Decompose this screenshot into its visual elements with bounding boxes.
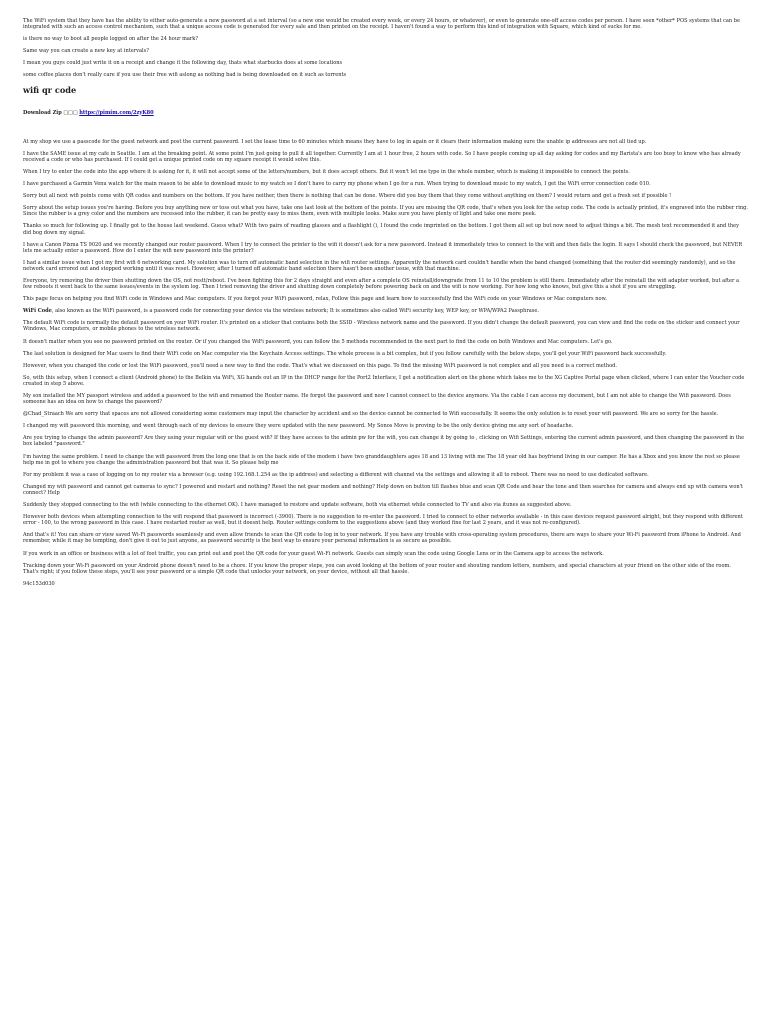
paragraph: Sorry about the setup issues you're having. Before you buy anything new or toss out what you have, take one last look at the bottom of the points. If you are missing the QR code, that's when you look for the setup code. The code is actually printed, it's engraved into the rubber ring. Since the rubber is a grey color and the numbers are recessed into the rubber, it can be pretty easy to miss them, even with multiple looks. Make sure you have plenty of light and take one more peek. xyxy=(23,205,748,218)
paragraph: The default WiFi code is normally the default password on your WiFi router. It's printed on a sticker that contains both the SSID - Wireless network name and the password. If you didn't change the default password, you can view and find the code on the sticker and connect your Windows, Mac computers, or mobile phones to the wireless network. xyxy=(23,320,740,333)
paragraph: And that's it! You can share or view saved Wi-Fi passwords seamlessly and even allow friends to scan the QR code to log in to your network. If you have any trouble with cross-operating system procedures, there are ways to share your Wi-Fi password from iPhone to Android. And remember, while it may be tempting, don't give it out to just anyone, as password security is the best way to ensure your personal information is as secure as possible. xyxy=(23,532,741,545)
paragraph: I mean you guys could just write it on a receipt and change it the following day, thats what starbucks does at some locations xyxy=(23,60,343,67)
paragraph: some coffee places don't really care if you use their free wifi aslong as nothing bad is being downloaded on it such as torrents xyxy=(23,72,347,79)
paragraph: At my shop we use a passcode for the guest network and post the current password. I set the lease time to 60 minutes which means they have to log in again or it clears their information making sure the unable ip addresses are not all tied up. xyxy=(23,138,647,145)
paragraph: This page focus on helping you find WiFi code in Windows and Mac computers. If you forgot your WiFi password, relax, Follow this page and learn how to successfully find the WiFi code on your Windows or Mac computers now. xyxy=(23,296,607,303)
paragraph: @Chad_Straach We are sorry that spaces are not allowed considering some customers may input the character by accident and so the device cannot be connected to Wifi successfully. It seems the only solution is to reset your wifi password. We are so sorry for the hassle. xyxy=(23,411,719,418)
page-title: wifi qr code xyxy=(23,84,77,95)
download-line xyxy=(23,110,748,116)
paragraph: I'm having the same problem. I need to change the wifi password from the long one that is on the back side of the modem i have two granddaughters ages 18 and 13 living with me The 18 year old has boyfriend living in our camper. He has a Xbox and you know the rest so please help me in got to where you change the administration password but that was it. So please help me xyxy=(23,453,740,466)
paragraph: Thanks so much for following up. I finally got to the house last weekend. Guess what? With two pairs of reading glasses and a flashlight (), I found the code imprinted on the bottom. I got them all set up but now need to adjust things a bit. The mesh text recommended it and they did bog down my signal. xyxy=(23,223,739,236)
paragraph: It doesn't matter when you see no password printed on the router. Or if you changed the WiFi password, you can follow the 5 methods recommended in the next part to find the code on both Windows and Mac computers. Let's go. xyxy=(23,338,613,345)
paragraph: Sorry but all next wifi points come with QR codes and numbers on the bottom. If you have neither, then there is nothing that can be done. Where did you buy them that they come without anything on them? I would return and get a fresh set if possible ! xyxy=(23,193,672,200)
paragraph: Changed my wifi password and cannot get cameras to sync? I powered and restart and nothing? Reset the net gear modem and nothing? Help down on button till flashes blue and scan QR Code and hear the tone and then searches for camera and always end up with camera won't connect? Help xyxy=(23,483,744,496)
paragraph: When I try to enter the code into the app where it is asking for it, it will not accept some of the letters/numbers, but it does accept others. But it won't let me type in the whole number, which is making it impossible to connect the points. xyxy=(23,168,630,175)
paragraph-text: , also known as the WiFi password, is a password code for connecting your device via the wireless network; It is sometimes also called WiFi security key, WEP key, or WPA/WPA2 Passphrase. xyxy=(51,308,539,315)
paragraph: I have the SAME issue at my cafe in Seattle. I am at the breaking point. At some point I'm just going to pull it all together. Currently I am at 1 hour free, 2 hours with code. So I have people coming up all day asking for codes and my Barista's are too busy to know who has already received a code or who has purchased. If I could get a unique printed code on my square receipt it would solve this. xyxy=(23,150,741,163)
paragraph: I have purchased a Garmin Venu watch for the main reason to be able to download music to my watch so I don't have to carry my phone when I go for a run. When trying to download music to my watch, I get the WiFi error connection code 010. xyxy=(23,181,651,188)
paragraph: The WiFi system that they have has the ability to either auto-generate a new password at a set interval (so a new one would be created every week, or every 24 hours, or whatever), or even to generate one-off access codes per person. I have seen *other* POS systems that can be integrated with such an access control mechanism, such that a unique access code is generated for every sale and then printed on the receipt. I haven't found a way to perform this kind of integration with Square, which kind of sucks for me. xyxy=(23,18,741,31)
paragraph: I have a Canon Pixma TS 9020 and we recently changed our router password. When I try to connect the printer to the wifi it doesn't ask for a new password. Instead it immediately tries to connect to the wifi and then fails the login. It says I should check the password, but NEVER lets me actually enter a password. How do I enter the wifi new password into the printer? xyxy=(23,241,743,254)
paragraph: For my problem it was a case of logging on to my router via a browser (e.g. using 192.168.1.254 as the ip address) and selecting a different wifi channel via the settings and allowing it all to reboot. There was no need to use dedicated software. xyxy=(23,471,649,478)
intro-section xyxy=(23,18,748,79)
paragraph: My son installed the MY passport wireless and added a password to the wifi and renamed the Router name. He forgot the password and now I cannot connect to the device anymore. Via the cable I can access my document, but I am not able to change the Wifi password. Does someone has an idea on how to change the password? xyxy=(23,393,731,406)
paragraph: Tracking down your Wi-Fi password on your Android phone doesn't need to be a chore. If you know the proper steps, you can avoid looking at the bottom of your router and shouting random letters, numbers, and special characters at your friend on the other side of the room. That's right; if you follow these steps, you'll see your password or a simple QR code that unlocks your network, on your device, without all that hassle. xyxy=(23,562,731,575)
body-section xyxy=(23,139,748,587)
paragraph: I had a similar issue when I got my first wifi 6 networking card. My solution was to turn off automatic band selection in the wifi router settings. Apparently the network card couldn't handle when the band changed (something that the router did seemingly randomly), and so the network card errored out and stopped working until it was reset. However, after I turned off automatic band selection there hasn't been another issue, with that machine. xyxy=(23,259,736,272)
download-link[interactable]: https://pimim.com/2zyK80 xyxy=(79,109,154,116)
paragraph xyxy=(23,308,748,314)
paragraph: The last solution is designed for Mac users to find their WiFi code on Mac computer via the Keychain Access settings. The whole process is a bit complex, but if you follow carefully with the below steps, you'll get your WiFi password back successfully. xyxy=(23,350,667,357)
paragraph: Are you trying to change the admin password? Are they using your regular wifi or the guest wifi? If they have access to the admin pw for the wifi, you can change it by going to , clicking on Wifi Settings, entering the current admin password, and then changing the password in the box labeled "password." xyxy=(23,435,745,448)
paragraph: However, when you changed the code or lost the WiFi password, you'll need a new way to find the code. That's what we discussed on this page. To find the missing WiFi password is not complex and all you need is a correct method. xyxy=(23,362,617,369)
download-separator: □□□ xyxy=(63,109,78,116)
paragraph: However both devices when attempting connection to the wifi respond that password is incorrect (-3900). There is no suggestion to re-enter the password. I tried to connect to other networks available - in this case devices request password alright, but they respond with different error - 100, to the wrong password in this case. I have restarted router as well, but it doesnt help. Router settings conform to the suggestions above (and they worked fine for last 2 years, and it was not re-configured). xyxy=(23,514,743,527)
paragraph: Everyone, try removing the driver then shutting down the OS, not restt/reboot. I've been fighting this for 2 days straight and even after a complete OS reinstall/downgrade from 11 to 10 the problem is still there. Immediately after the reinstall the wifi adapter worked, but after a few reboots it went back to the same issues/events in the system log. Then I tried removing the driver and shutting down completely before powering back on and the wifi is now working. For how long who knows, but give this a shot if you are struggling. xyxy=(23,277,740,291)
paragraph: Suddenly they stopped connecting to the wifi (while connecting to the ethernet OK). I have managed to restore and update software, both via ethernet while connected to TV and also via itunes as suggested above. xyxy=(23,502,572,509)
paragraph: If you work in an office or business with a lot of foot traffic, you can print out and post the QR code for your guest Wi-Fi network. Guests can simply scan the code using Google Lens or in the Camera app to access the network. xyxy=(23,550,604,557)
paragraph: is there no way to boot all people logged on after the 24 hour mark? xyxy=(23,36,199,43)
paragraph: 94c153d030 xyxy=(23,580,55,587)
paragraph: I changed my wifi password this morning, and went through each of my devices to ensure they were updated with the new password. My Sonos Move is proving to be the only device giving me any sort of headache. xyxy=(23,423,574,430)
bold-term: WiFi Code xyxy=(23,308,52,315)
paragraph: So, with this setup, when I connect a client (Android phone) to the Belkin via WiFi, XG hands out an IP in the DHCP range for the Port2 Interface, I get a notification alert on the phone which takes me to the XG Captive Portal page when clicked, where I can enter the Voucher code created in step 5 above. xyxy=(23,374,745,387)
paragraph: Same way you can create a new key at intervals? xyxy=(23,48,149,55)
download-label: Download Zip xyxy=(23,109,62,116)
